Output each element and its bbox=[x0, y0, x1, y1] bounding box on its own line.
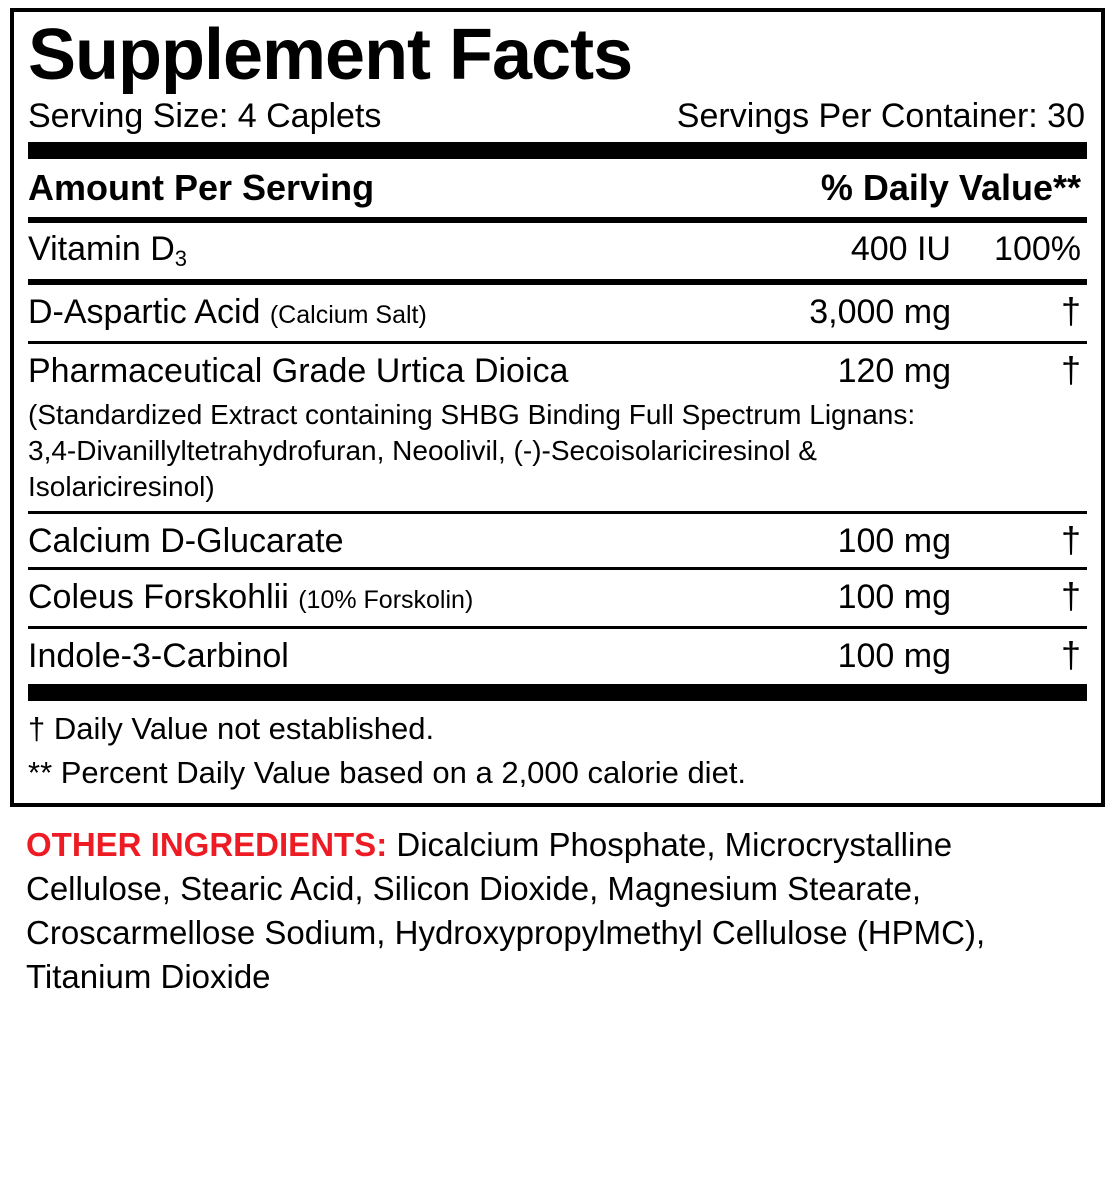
table-row bbox=[28, 223, 1087, 279]
other-ingredients-label: OTHER INGREDIENTS: bbox=[26, 826, 388, 863]
nutrient-name-subscript: 3 bbox=[174, 246, 188, 271]
nutrient-daily-value: † bbox=[1060, 349, 1081, 390]
footnotes bbox=[28, 701, 1087, 795]
nutrient-name-note: (Calcium Salt) bbox=[269, 301, 427, 329]
divider-thick-top bbox=[28, 142, 1087, 159]
table-row bbox=[28, 570, 1087, 626]
nutrient-name: Indole-3-Carbinol bbox=[28, 637, 289, 675]
nutrient-name-text: Vitamin D bbox=[28, 230, 175, 268]
nutrient-name-text: D-Aspartic Acid bbox=[28, 293, 261, 331]
nutrient-name-text: Coleus Forskohlii bbox=[28, 578, 289, 616]
other-ingredients bbox=[10, 823, 1105, 999]
amount-per-serving-header: Amount Per Serving bbox=[28, 167, 375, 208]
nutrient-name-note: (10% Forskolin) bbox=[298, 586, 474, 614]
serving-size: Serving Size: 4 Caplets bbox=[28, 97, 382, 135]
nutrient-name bbox=[28, 228, 651, 274]
nutrient-description-line: (Standardized Extract containing SHBG Binding Full Spectrum Lignans: bbox=[28, 399, 916, 430]
serving-info bbox=[28, 96, 1087, 140]
nutrient-daily-value: † bbox=[1060, 519, 1081, 560]
nutrient-description-line: 3,4-Divanillyltetrahydrofuran, Neoolivil, (-)-Secoisolariciresinol & bbox=[28, 435, 817, 466]
divider-thick-bottom bbox=[28, 684, 1087, 701]
supplement-facts-panel bbox=[10, 8, 1105, 807]
nutrient-description bbox=[28, 397, 1087, 511]
nutrient-name: Calcium D-Glucarate bbox=[28, 522, 344, 560]
servings-per-container: Servings Per Container: 30 bbox=[676, 97, 1085, 135]
nutrient-amount: 120 mg bbox=[837, 352, 951, 390]
nutrient-amount: 100 mg bbox=[837, 637, 951, 675]
daily-value-header: % Daily Value** bbox=[820, 167, 1081, 208]
nutrient-amount: 100 mg bbox=[837, 522, 951, 560]
nutrient-daily-value: † bbox=[1060, 290, 1081, 331]
nutrient-amount: 400 IU bbox=[850, 230, 951, 268]
nutrient-amount: 3,000 mg bbox=[809, 293, 951, 331]
column-headers bbox=[28, 159, 1087, 217]
table-row bbox=[28, 629, 1087, 682]
table-row bbox=[28, 344, 1087, 397]
nutrient-daily-value: † bbox=[1060, 575, 1081, 616]
nutrient-amount: 100 mg bbox=[837, 578, 951, 616]
nutrient-description-line: Isolariciresinol) bbox=[28, 471, 215, 502]
nutrient-name: Pharmaceutical Grade Urtica Dioica bbox=[28, 352, 569, 390]
nutrient-daily-value: † bbox=[1060, 634, 1081, 675]
panel-title: Supplement Facts bbox=[28, 15, 633, 95]
nutrient-name bbox=[28, 291, 731, 336]
footnote-percent-dv: ** Percent Daily Value based on a 2,000 calorie diet. bbox=[28, 755, 747, 790]
table-row bbox=[28, 285, 1087, 341]
footnote-dagger: † Daily Value not established. bbox=[28, 711, 435, 746]
nutrient-name bbox=[28, 576, 731, 621]
table-row bbox=[28, 514, 1087, 567]
nutrient-daily-value: 100% bbox=[994, 230, 1081, 268]
other-ingredients-text: Dicalcium Phosphate, Microcrystalline Cellulose, Stearic Acid, Silicon Dioxide, Magnesium Stearate, Croscarmellose Sodium, Hydroxypropylmethyl Cellulose (HPMC), Titanium Dioxide bbox=[26, 826, 986, 995]
